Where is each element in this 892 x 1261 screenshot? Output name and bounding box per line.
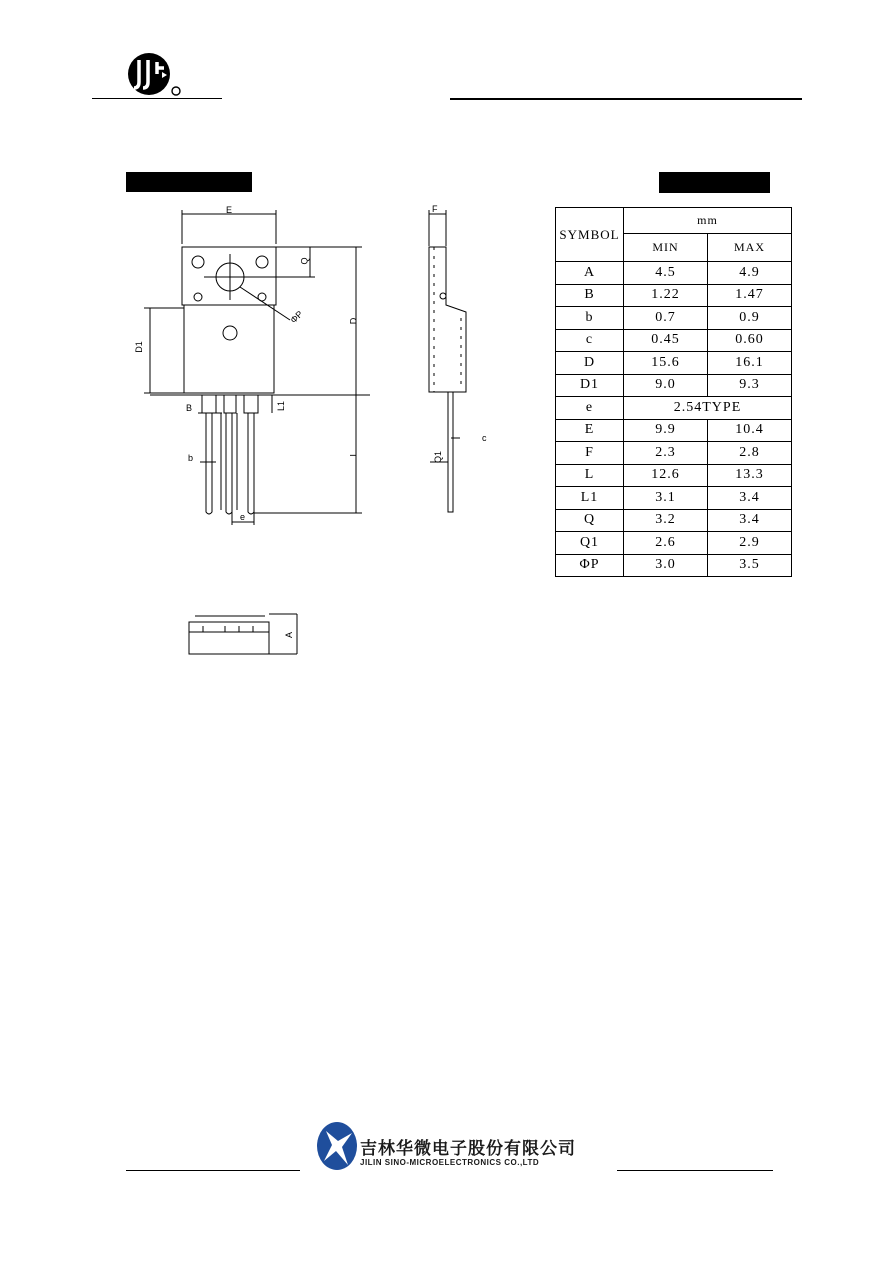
row-min: 3.1 (624, 487, 708, 510)
footer-rule-right (617, 1170, 773, 1171)
dim-label-D1: D1 (133, 341, 144, 353)
row-max: 0.60 (708, 329, 792, 352)
table-row (556, 352, 792, 375)
dim-label-Q: Q (299, 257, 310, 265)
dim-label-Q1: Q1 (433, 450, 444, 464)
row-min: 2.6 (624, 532, 708, 555)
row-max: 10.4 (708, 419, 792, 442)
row-symbol: Q1 (556, 532, 624, 555)
footer-logo (316, 1121, 358, 1171)
row-symbol: L (556, 464, 624, 487)
row-min: 0.7 (624, 307, 708, 330)
row-span-value: 2.54TYPE (624, 397, 792, 420)
row-symbol: F (556, 442, 624, 465)
row-symbol: ΦP (556, 554, 624, 577)
section-bar-table (659, 172, 770, 193)
header-rule-left (92, 98, 222, 99)
dim-label-B: B (186, 403, 193, 413)
table-row (556, 329, 792, 352)
footer-company-en: JILIN SINO-MICROELECTRONICS CO.,LTD (360, 1158, 540, 1167)
dim-label-c: c (482, 433, 487, 443)
table-row (556, 419, 792, 442)
company-logo-icon (124, 52, 184, 98)
table-row (556, 487, 792, 510)
package-front-view-drawing (120, 200, 380, 530)
row-min: 12.6 (624, 464, 708, 487)
row-min: 2.3 (624, 442, 708, 465)
row-min: 1.22 (624, 284, 708, 307)
dim-label-phiP: ΦP (288, 308, 305, 326)
row-min: 9.0 (624, 374, 708, 397)
dim-label-L1: L1 (276, 400, 287, 412)
table-row (556, 262, 792, 285)
dimension-table (555, 207, 792, 577)
header-logo (124, 52, 184, 98)
row-max: 3.5 (708, 554, 792, 577)
table-row (556, 464, 792, 487)
dim-label-L: L (348, 451, 359, 457)
package-bottom-view-drawing (185, 610, 300, 656)
row-min: 3.2 (624, 509, 708, 532)
row-max: 1.47 (708, 284, 792, 307)
row-max: 2.8 (708, 442, 792, 465)
table-header-unit: mm (624, 208, 792, 234)
row-symbol: B (556, 284, 624, 307)
row-symbol: E (556, 419, 624, 442)
row-symbol: b (556, 307, 624, 330)
section-bar-drawing (126, 172, 252, 192)
row-max: 4.9 (708, 262, 792, 285)
dim-label-e: e (240, 512, 246, 522)
dim-label-D: D (348, 317, 359, 325)
table-row (556, 307, 792, 330)
table-row (556, 442, 792, 465)
row-max: 13.3 (708, 464, 792, 487)
table-row (556, 554, 792, 577)
row-symbol: A (556, 262, 624, 285)
dim-label-b: b (188, 453, 194, 463)
row-max: 9.3 (708, 374, 792, 397)
row-min: 3.0 (624, 554, 708, 577)
table-header-symbol: SYMBOL (556, 208, 624, 262)
dim-label-E: E (226, 205, 233, 215)
company-star-logo-icon (316, 1121, 358, 1171)
row-max: 16.1 (708, 352, 792, 375)
table-header-max: MAX (708, 234, 792, 262)
row-min: 15.6 (624, 352, 708, 375)
table-row (556, 509, 792, 532)
dim-label-F: F (432, 204, 438, 214)
row-max: 3.4 (708, 509, 792, 532)
footer-rule-left (126, 1170, 300, 1171)
table-row (556, 284, 792, 307)
table-row (556, 532, 792, 555)
table-header-min: MIN (624, 234, 708, 262)
row-symbol: D1 (556, 374, 624, 397)
table-row (556, 397, 792, 420)
row-min: 4.5 (624, 262, 708, 285)
row-max: 2.9 (708, 532, 792, 555)
row-symbol: Q (556, 509, 624, 532)
row-symbol: D (556, 352, 624, 375)
header-rule-right (450, 98, 802, 100)
row-min: 9.9 (624, 419, 708, 442)
row-max: 3.4 (708, 487, 792, 510)
row-symbol: c (556, 329, 624, 352)
row-max: 0.9 (708, 307, 792, 330)
footer-company-cn: 吉林华微电子股份有限公司 (360, 1139, 576, 1159)
table-row (556, 374, 792, 397)
row-min: 0.45 (624, 329, 708, 352)
package-side-view-drawing (420, 200, 500, 520)
row-symbol: L1 (556, 487, 624, 510)
row-symbol: e (556, 397, 624, 420)
dim-label-A: A (284, 631, 295, 639)
